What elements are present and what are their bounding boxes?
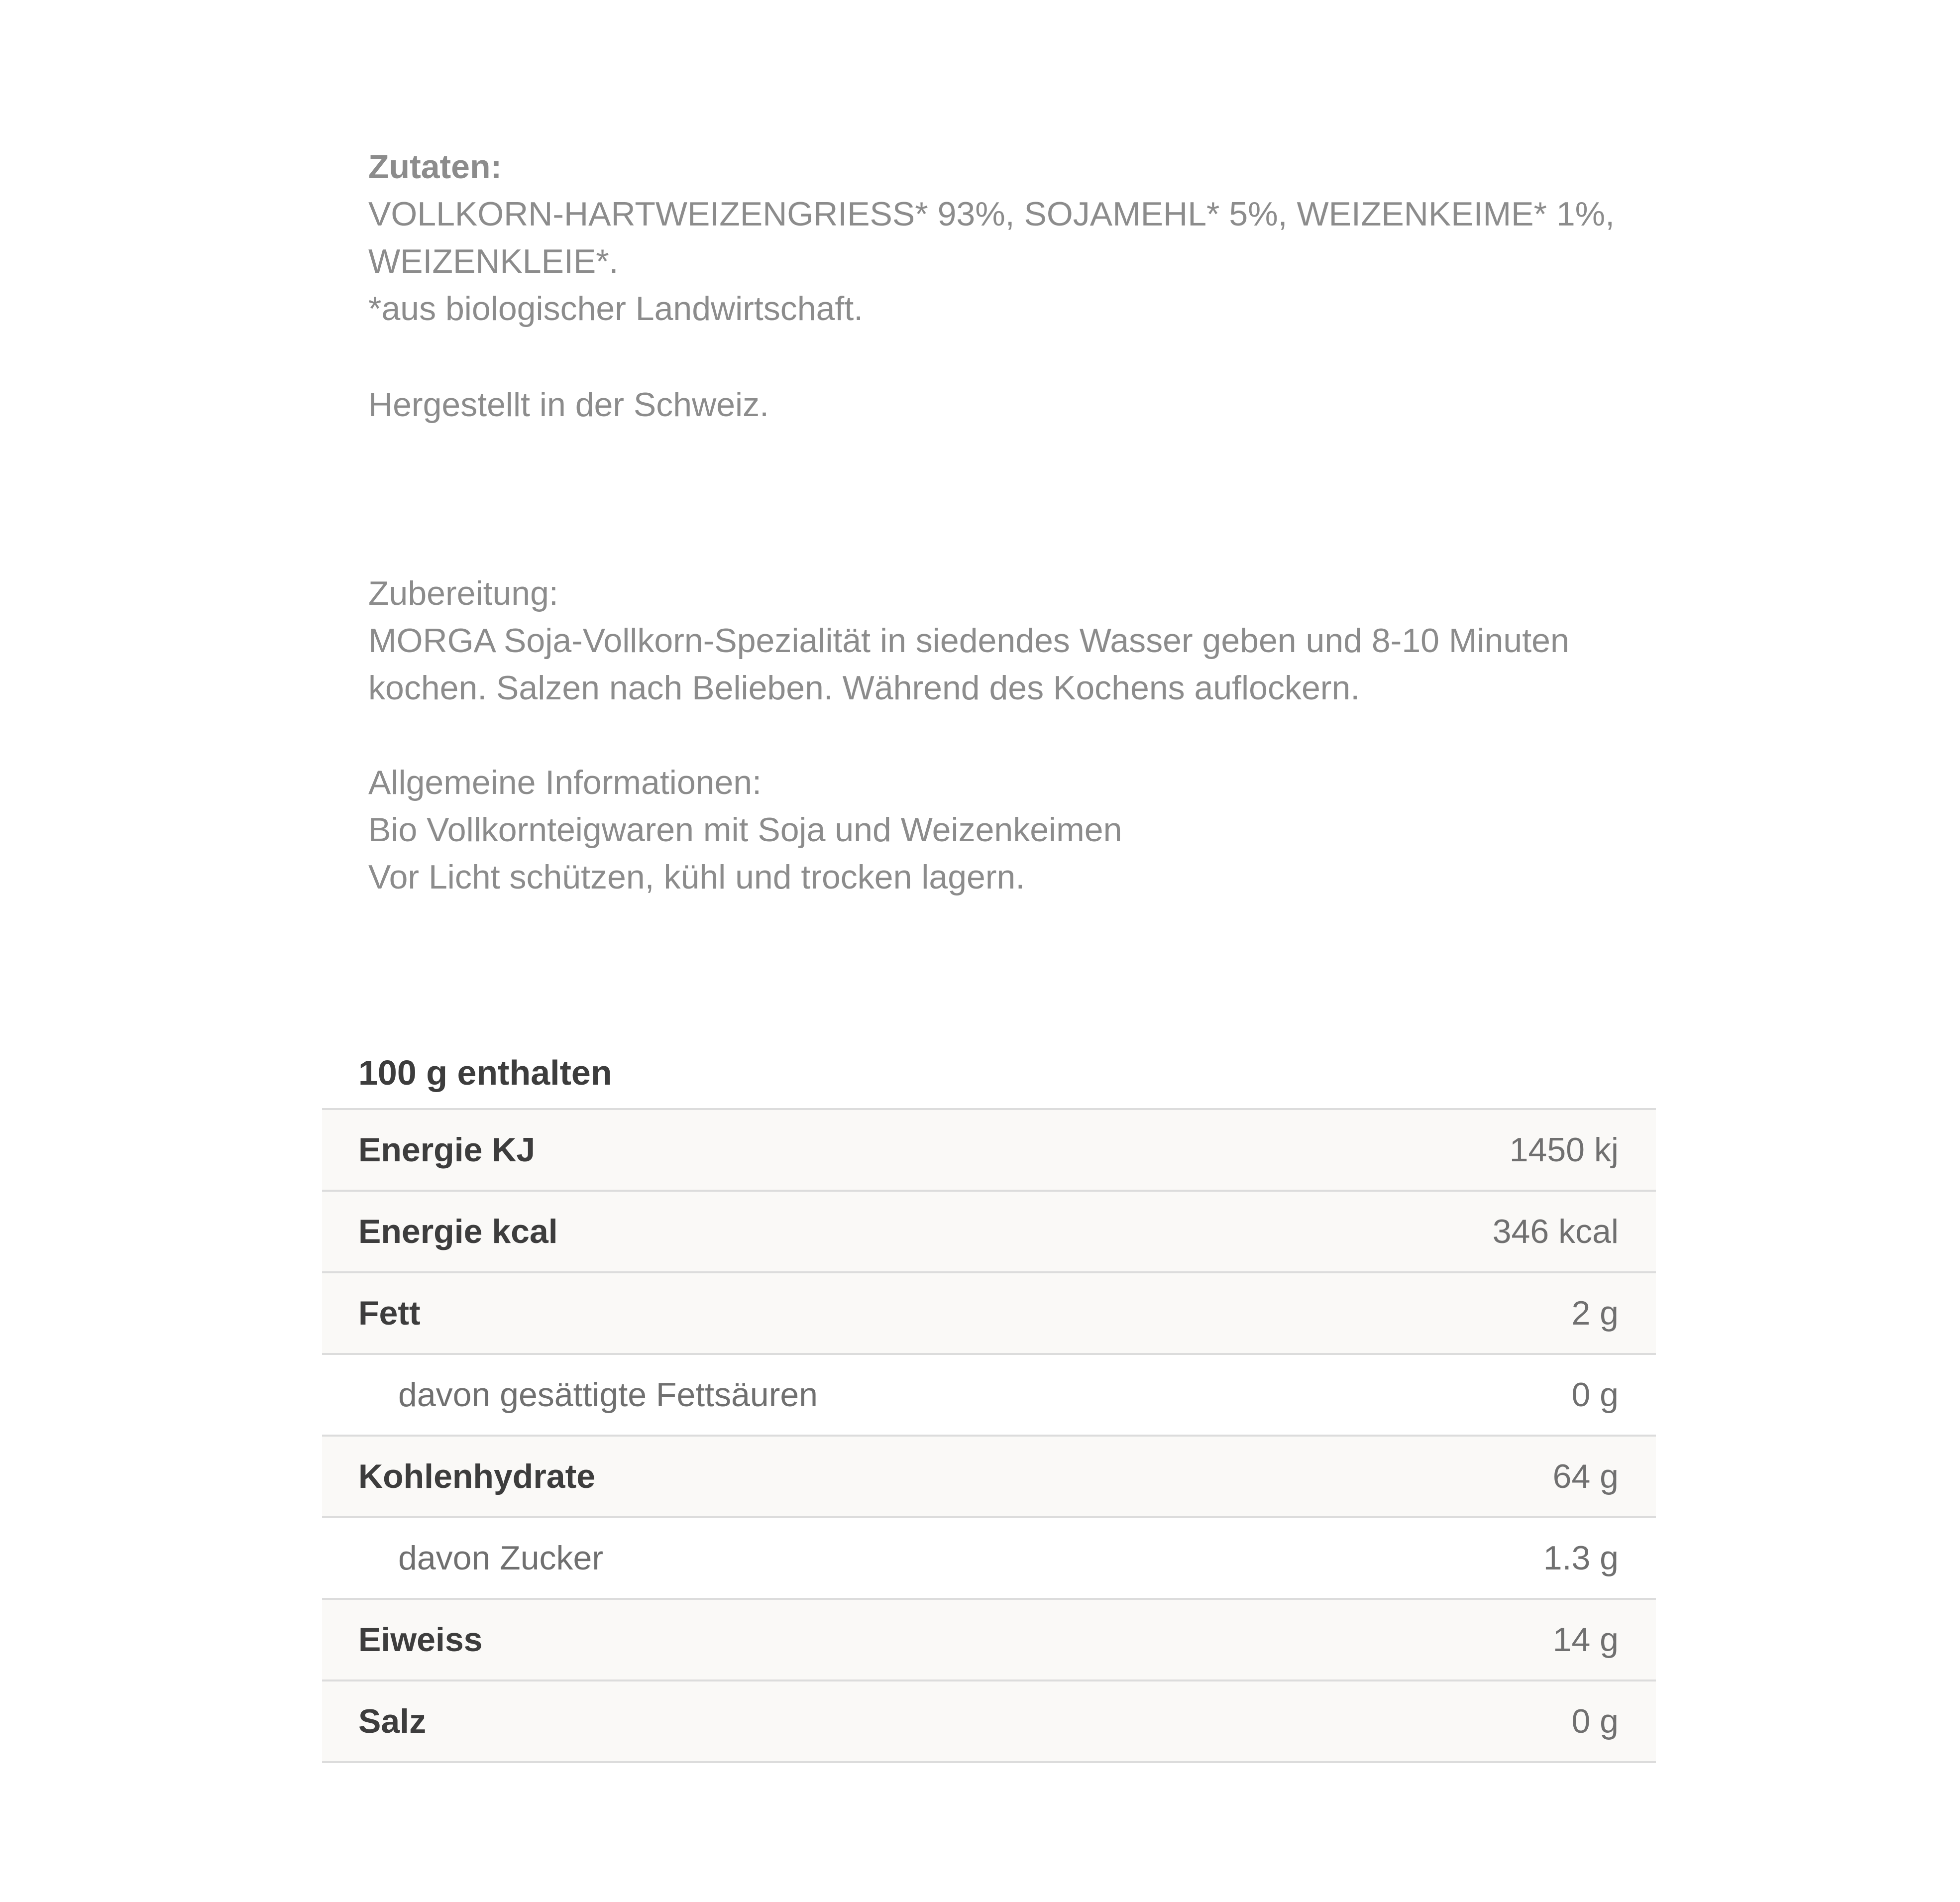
ingredients-line: WEIZENKLEIE*. (368, 242, 619, 280)
preparation-heading: Zubereitung: (368, 574, 558, 612)
nutrition-row-salt (322, 1681, 1656, 1763)
nutrition-heading: 100 g enthalten (322, 1045, 1656, 1110)
nutrition-value: 346 kcal (1492, 1213, 1619, 1250)
nutrition-row-sugar (322, 1518, 1656, 1600)
ingredients-heading: Zutaten: (368, 148, 502, 186)
nutrition-label: davon Zucker (398, 1539, 603, 1577)
nutrition-label: davon gesättigte Fettsäuren (398, 1376, 818, 1414)
preparation-line: MORGA Soja-Vollkorn-Spezialität in siedendes Wasser geben und 8-10 Minuten (368, 622, 1569, 660)
nutrition-label: Fett (358, 1294, 421, 1332)
nutrition-value: 2 g (1571, 1294, 1619, 1332)
nutrition-row-fat (322, 1273, 1656, 1355)
general-info-heading: Allgemeine Informationen: (368, 764, 762, 801)
nutrition-value: 0 g (1571, 1376, 1619, 1414)
nutrition-table (322, 1045, 1656, 1763)
nutrition-row-energy-kj (322, 1110, 1656, 1192)
ingredients-note: *aus biologischer Landwirtschaft. (368, 290, 864, 328)
preparation-section (368, 570, 1712, 712)
nutrition-value: 64 g (1552, 1457, 1619, 1495)
ingredients-section (368, 143, 1712, 333)
nutrition-label: Kohlenhydrate (358, 1457, 596, 1495)
nutrition-value: 0 g (1571, 1702, 1619, 1740)
nutrition-value: 14 g (1552, 1621, 1619, 1659)
nutrition-row-energy-kcal (322, 1192, 1656, 1273)
origin-text: Hergestellt in der Schweiz. (368, 386, 769, 424)
nutrition-label: Eiweiss (358, 1621, 483, 1659)
nutrition-label: Energie kcal (358, 1213, 558, 1250)
general-info-line: Vor Licht schützen, kühl und trocken lagern. (368, 858, 1025, 896)
general-info-line: Bio Vollkornteigwaren mit Soja und Weizenkeimen (368, 811, 1122, 849)
origin-section (368, 381, 1712, 429)
nutrition-label: Energie KJ (358, 1131, 536, 1169)
ingredients-line: VOLLKORN-HARTWEIZENGRIESS* 93%, SOJAMEHL* 5%, WEIZENKEIME* 1%, (368, 195, 1615, 233)
general-info-section (368, 759, 1712, 901)
nutrition-row-carbohydrates (322, 1437, 1656, 1518)
nutrition-label: Salz (358, 1702, 427, 1740)
preparation-line: kochen. Salzen nach Belieben. Während des Kochens auflockern. (368, 669, 1360, 707)
nutrition-row-protein (322, 1600, 1656, 1681)
nutrition-value: 1.3 g (1543, 1539, 1619, 1577)
nutrition-value: 1450 kj (1509, 1131, 1619, 1169)
nutrition-row-saturated-fat (322, 1355, 1656, 1437)
